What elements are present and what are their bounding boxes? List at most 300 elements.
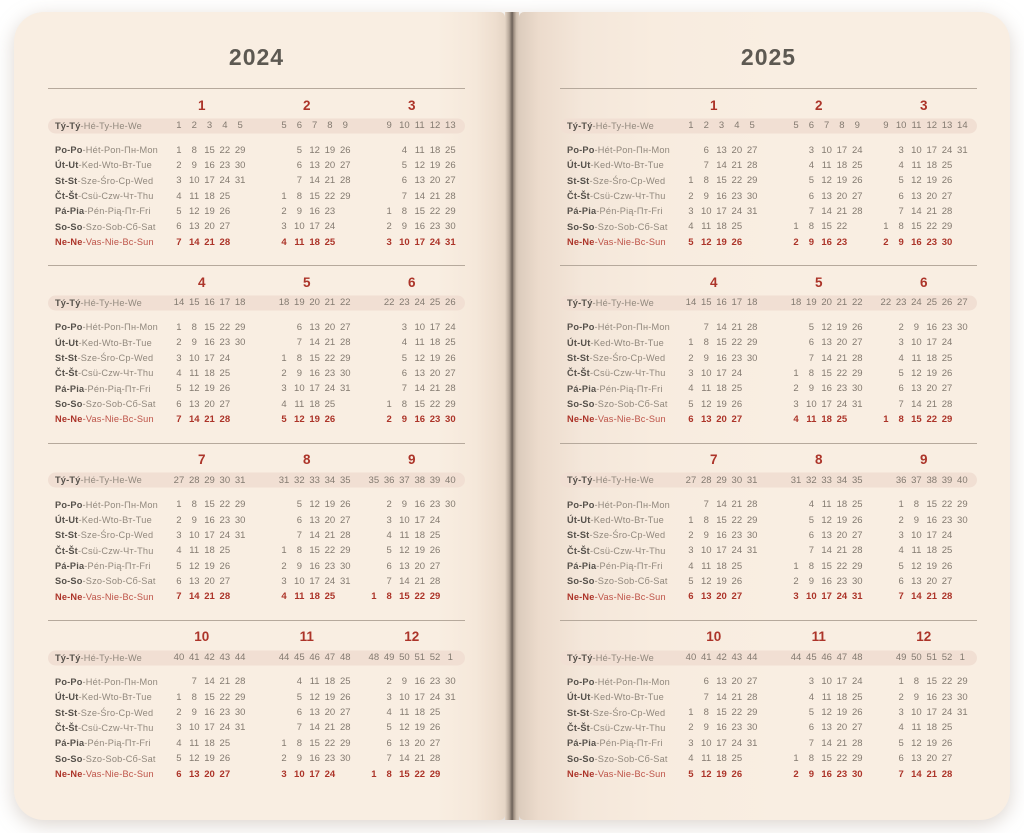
day-row [560, 528, 977, 543]
day-label-bold: Po-Po [567, 499, 595, 510]
date-cell: 9 [401, 413, 408, 425]
date-cell: 10 [399, 236, 410, 248]
date-cell: 24 [324, 768, 336, 780]
week-number: 49 [895, 652, 907, 664]
date-cell: 21 [429, 383, 441, 395]
date-cell: 23 [324, 753, 336, 765]
month-column [171, 368, 248, 379]
date-cell: 30 [746, 722, 758, 734]
date-cell: 12 [309, 144, 320, 156]
day-label-translations: -Csü-Czw-Чт-Thu [589, 545, 666, 556]
date-cell: 25 [941, 722, 953, 734]
day-label-translations: -Ked-Wto-Вт-Tue [78, 515, 152, 525]
month-column [171, 676, 248, 687]
date-cell: 6 [176, 768, 182, 780]
day-label [560, 237, 683, 247]
date-cell: 20 [204, 768, 215, 780]
date-cell: 24 [731, 367, 743, 379]
date-cell: 16 [414, 499, 426, 511]
date-cell: 25 [941, 352, 953, 364]
date-cell [232, 738, 247, 749]
date-cell: 16 [204, 337, 215, 349]
date-cell: 7 [703, 499, 709, 511]
month-column [276, 722, 353, 733]
week-number: 3 [718, 120, 725, 132]
date-cell: 8 [898, 221, 904, 233]
date-cell: 19 [204, 383, 215, 395]
date-cell: 7 [176, 236, 182, 248]
day-rows [48, 497, 465, 604]
date-cell: 21 [324, 722, 336, 734]
month-column [171, 499, 248, 510]
year-title: 2025 [740, 44, 797, 70]
day-label [48, 222, 171, 232]
date-cell [338, 237, 353, 248]
week-number: 20 [821, 297, 832, 309]
date-cell: 20 [836, 529, 848, 541]
date-cell: 15 [911, 221, 922, 233]
week-number: 7 [311, 120, 318, 132]
day-label [560, 353, 683, 363]
date-cell: 7 [191, 676, 197, 688]
month-number: 5 [815, 274, 823, 290]
date-cell: 25 [324, 236, 336, 248]
date-cell: 6 [386, 560, 392, 572]
date-cell: 10 [188, 722, 200, 734]
day-label-translations: -Vas-Nie-Вс-Sun [594, 237, 666, 248]
date-cell: 31 [957, 144, 968, 156]
date-cell: 19 [716, 768, 727, 780]
date-cell: 22 [731, 175, 743, 187]
date-cell: 28 [746, 321, 758, 333]
date-cell: 11 [821, 499, 832, 511]
month-column [171, 753, 248, 764]
date-cell: 31 [746, 545, 758, 557]
date-cell: 30 [746, 352, 758, 364]
day-label [48, 592, 171, 602]
week-number: 27 [173, 474, 185, 486]
date-cell [232, 237, 247, 248]
month-column [683, 414, 760, 425]
date-cell: 4 [688, 383, 694, 395]
date-cell: 5 [688, 236, 694, 248]
date-cell: 25 [851, 159, 863, 171]
date-cell [232, 769, 247, 780]
month-column [893, 515, 970, 526]
day-label-translations: -Ked-Wto-Вт-Tue [590, 515, 664, 525]
date-cell: 2 [386, 221, 392, 233]
date-cell [232, 206, 247, 217]
week-number: 21 [836, 297, 848, 309]
date-cell: 24 [324, 575, 336, 587]
week-number: 1 [688, 120, 694, 132]
date-cell: 31 [339, 383, 351, 395]
date-cell [955, 769, 970, 780]
date-cell: 3 [176, 175, 182, 187]
day-row [560, 736, 977, 751]
date-cell: 14 [414, 383, 426, 395]
month-column [878, 297, 970, 308]
month-column [381, 383, 458, 394]
date-cell: 12 [294, 413, 305, 425]
day-label-bold: Tý-Tý [567, 652, 593, 663]
month-column [683, 221, 760, 232]
day-label-bold: Ne-Ne [55, 237, 83, 248]
date-cell: 7 [898, 205, 904, 217]
date-cell: 17 [836, 676, 848, 688]
date-cell: 23 [429, 221, 441, 233]
week-number: 44 [790, 652, 802, 664]
month-column [788, 399, 865, 410]
date-cell: 9 [703, 722, 709, 734]
month-column [381, 160, 458, 171]
date-cell: 29 [234, 321, 246, 333]
date-cell: 17 [429, 321, 441, 333]
month-column [878, 145, 970, 156]
date-cell: 2 [176, 337, 182, 349]
day-label [48, 121, 171, 131]
date-cell [276, 160, 291, 171]
date-cell [955, 175, 970, 186]
day-label-translations: -Pén-Pią-Пт-Fri [84, 738, 151, 749]
date-cell: 12 [911, 175, 922, 187]
day-row [560, 173, 977, 188]
day-label [560, 530, 683, 540]
date-cell: 8 [401, 398, 408, 410]
month-column [171, 576, 248, 587]
date-cell [381, 175, 396, 186]
date-cell: 11 [399, 707, 410, 719]
day-row [48, 366, 465, 381]
date-cell: 4 [176, 737, 182, 749]
month-column [878, 322, 970, 333]
sunday-row [560, 412, 977, 427]
date-cell: 5 [898, 737, 904, 749]
date-cell: 12 [309, 691, 320, 703]
date-cell: 14 [716, 159, 727, 171]
date-cell: 26 [445, 159, 456, 171]
month-column [276, 353, 353, 364]
date-cell: 8 [703, 707, 709, 719]
month-column [683, 399, 760, 410]
quarter-block [560, 265, 977, 442]
day-label-bold: Tý-Tý [55, 475, 81, 486]
date-cell: 31 [746, 737, 758, 749]
date-cell: 5 [296, 144, 302, 156]
date-cell: 20 [414, 560, 426, 572]
date-cell: 13 [821, 190, 832, 202]
day-label [48, 160, 171, 170]
month-column [276, 368, 353, 379]
date-cell: 22 [324, 545, 336, 557]
month-column [683, 576, 760, 587]
day-label-bold: Ne-Ne [55, 769, 83, 780]
date-cell: 3 [688, 367, 694, 379]
date-cell: 18 [429, 337, 441, 349]
date-cell: 30 [234, 159, 246, 171]
week-number: 34 [836, 474, 848, 486]
date-cell: 21 [926, 768, 938, 780]
day-label [560, 145, 683, 155]
week-number: 26 [445, 297, 456, 309]
date-cell: 18 [309, 398, 320, 410]
date-cell [850, 414, 865, 425]
date-cell [338, 591, 353, 602]
day-label [48, 145, 171, 155]
day-row [48, 543, 465, 558]
date-cell: 6 [703, 676, 709, 688]
day-rows [48, 142, 465, 249]
month-numbers-row [48, 626, 465, 648]
date-cell: 20 [836, 190, 848, 202]
week-number: 43 [731, 652, 743, 664]
date-cell: 1 [386, 205, 392, 217]
date-cell: 27 [219, 398, 231, 410]
date-cell: 13 [821, 337, 832, 349]
date-cell: 27 [851, 190, 863, 202]
date-cell: 7 [808, 737, 814, 749]
week-number: 19 [806, 297, 817, 309]
day-label-bold: Út-Ut [55, 515, 79, 525]
date-cell: 19 [926, 175, 938, 187]
date-cell: 18 [324, 676, 336, 688]
date-cell: 5 [808, 175, 814, 187]
date-cell: 15 [926, 499, 938, 511]
date-cell [232, 576, 247, 587]
date-cell: 18 [821, 413, 832, 425]
date-cell: 2 [386, 499, 392, 511]
day-label-bold: So-So [567, 399, 595, 410]
month-number: 2 [303, 97, 311, 113]
planner-book [14, 12, 1010, 820]
date-cell: 21 [731, 691, 743, 703]
date-cell: 26 [339, 499, 351, 511]
date-cell [683, 160, 698, 171]
date-cell: 26 [219, 205, 231, 217]
date-cell: 4 [808, 499, 814, 511]
date-cell: 17 [926, 144, 938, 156]
date-cell: 22 [731, 514, 743, 526]
date-cell: 31 [746, 205, 758, 217]
date-cell [878, 206, 893, 217]
date-cell: 9 [296, 560, 302, 572]
date-cell [338, 399, 353, 410]
date-cell [955, 337, 970, 348]
day-label-bold: St-St [567, 175, 590, 186]
date-cell [366, 676, 381, 687]
month-column [683, 353, 760, 364]
date-cell: 5 [296, 691, 302, 703]
month-column [878, 221, 970, 232]
date-cell: 10 [399, 691, 410, 703]
date-cell: 27 [941, 383, 953, 395]
month-column [366, 530, 458, 541]
date-cell: 17 [821, 591, 832, 603]
date-cell: 6 [386, 737, 392, 749]
week-number: 35 [339, 474, 351, 486]
date-cell: 11 [911, 722, 922, 734]
day-row [560, 366, 977, 381]
date-cell: 16 [414, 221, 426, 233]
month-column [171, 769, 248, 780]
date-cell: 24 [731, 545, 743, 557]
day-label [48, 546, 171, 556]
month-column [878, 399, 970, 410]
week-number: 22 [383, 297, 395, 309]
week-number: 27 [685, 474, 697, 486]
date-cell: 22 [414, 591, 426, 603]
week-number: 11 [911, 120, 922, 132]
date-cell [338, 206, 353, 217]
date-cell: 19 [204, 560, 215, 572]
date-cell: 1 [371, 768, 377, 780]
date-cell: 22 [941, 676, 953, 688]
day-row [48, 350, 465, 365]
day-label-bold: So-So [567, 753, 595, 764]
date-cell: 28 [851, 352, 863, 364]
date-cell: 22 [429, 398, 441, 410]
month-column [171, 175, 248, 186]
date-cell: 28 [339, 175, 351, 187]
day-row [48, 219, 465, 234]
date-cell: 13 [700, 413, 712, 425]
day-row [560, 320, 977, 335]
date-cell: 15 [821, 753, 832, 765]
date-cell: 25 [941, 159, 953, 171]
date-cell: 24 [429, 236, 441, 248]
date-cell [276, 337, 291, 348]
month-column [276, 399, 353, 410]
date-cell: 20 [836, 722, 848, 734]
month-number: 9 [408, 452, 416, 468]
date-cell: 19 [204, 205, 215, 217]
day-row [560, 219, 977, 234]
week-number: 49 [383, 652, 395, 664]
month-column [893, 769, 970, 780]
date-cell: 4 [176, 545, 182, 557]
date-cell [744, 591, 759, 602]
day-label [560, 738, 683, 748]
date-cell: 9 [401, 676, 408, 688]
date-cell [878, 145, 893, 156]
date-cell: 24 [836, 591, 848, 603]
date-cell: 27 [429, 560, 441, 572]
month-column [381, 175, 458, 186]
date-cell: 18 [309, 591, 320, 603]
date-cell: 21 [204, 236, 215, 248]
date-cell: 24 [219, 722, 231, 734]
day-label [48, 322, 171, 332]
date-cell: 26 [445, 352, 456, 364]
date-cell: 23 [836, 236, 848, 248]
date-cell: 14 [821, 545, 832, 557]
date-cell [232, 545, 247, 556]
day-label-bold: So-So [55, 399, 83, 410]
day-label-translations: -Hét-Pon-Пн-Mon [594, 499, 670, 510]
day-row [48, 497, 465, 512]
date-cell: 8 [401, 205, 408, 217]
month-column [683, 722, 760, 733]
day-row [560, 720, 977, 735]
day-label-bold: Út-Ut [567, 337, 591, 348]
date-cell [381, 337, 396, 348]
date-cell: 9 [913, 691, 920, 703]
month-number: 1 [198, 97, 206, 113]
date-cell: 29 [234, 144, 246, 156]
date-cell: 20 [414, 737, 426, 749]
day-label-translations: -Sze-Śro-Ср-Wed [77, 707, 154, 718]
date-cell: 30 [234, 707, 246, 719]
date-cell: 9 [191, 514, 197, 526]
month-column [276, 337, 353, 348]
date-cell: 26 [731, 398, 743, 410]
month-column [683, 383, 760, 394]
date-cell [788, 322, 803, 333]
date-cell: 27 [851, 529, 863, 541]
date-cell: 30 [339, 560, 351, 572]
date-cell [232, 561, 247, 572]
date-cell: 15 [716, 337, 727, 349]
date-cell: 21 [926, 205, 938, 217]
week-number: 33 [821, 474, 832, 486]
sunday-row [48, 234, 465, 249]
month-column [878, 191, 970, 202]
week-number: 39 [941, 474, 953, 486]
day-label-bold: Čt-Št [567, 368, 590, 379]
date-cell: 11 [701, 383, 712, 395]
date-cell: 31 [851, 398, 863, 410]
day-label-bold: So-So [567, 221, 595, 232]
date-cell: 25 [219, 545, 231, 557]
date-cell: 9 [913, 321, 920, 333]
day-row [560, 497, 977, 512]
week-number: 50 [399, 652, 410, 664]
week-number: 46 [821, 652, 832, 664]
date-cell [878, 337, 893, 348]
date-cell: 28 [429, 753, 441, 765]
date-cell: 20 [324, 321, 336, 333]
date-cell: 19 [926, 560, 938, 572]
date-cell: 13 [188, 221, 200, 233]
date-cell: 24 [429, 514, 441, 526]
day-label [560, 384, 683, 394]
month-column [683, 591, 760, 602]
month-column [366, 561, 458, 572]
month-column [171, 353, 248, 364]
date-cell [744, 221, 759, 232]
date-cell [366, 722, 381, 733]
month-column [683, 297, 760, 308]
date-cell: 25 [219, 190, 231, 202]
quarter-block [48, 88, 465, 265]
date-cell: 16 [414, 676, 426, 688]
date-cell [955, 561, 970, 572]
day-label-translations: -Pén-Pią-Пт-Fri [596, 206, 663, 217]
month-column [788, 722, 865, 733]
date-cell [276, 499, 291, 510]
date-cell: 23 [219, 337, 231, 349]
day-label-translations: -Vas-Nie-Вс-Sun [82, 237, 154, 248]
date-cell: 15 [204, 499, 215, 511]
week-number: 31 [790, 474, 802, 486]
week-number: 18 [234, 297, 246, 309]
date-cell [443, 530, 458, 541]
date-cell: 23 [219, 514, 231, 526]
date-cell: 27 [941, 753, 953, 765]
date-cell: 1 [883, 221, 889, 233]
date-cell: 25 [429, 707, 441, 719]
date-cell: 12 [911, 367, 922, 379]
